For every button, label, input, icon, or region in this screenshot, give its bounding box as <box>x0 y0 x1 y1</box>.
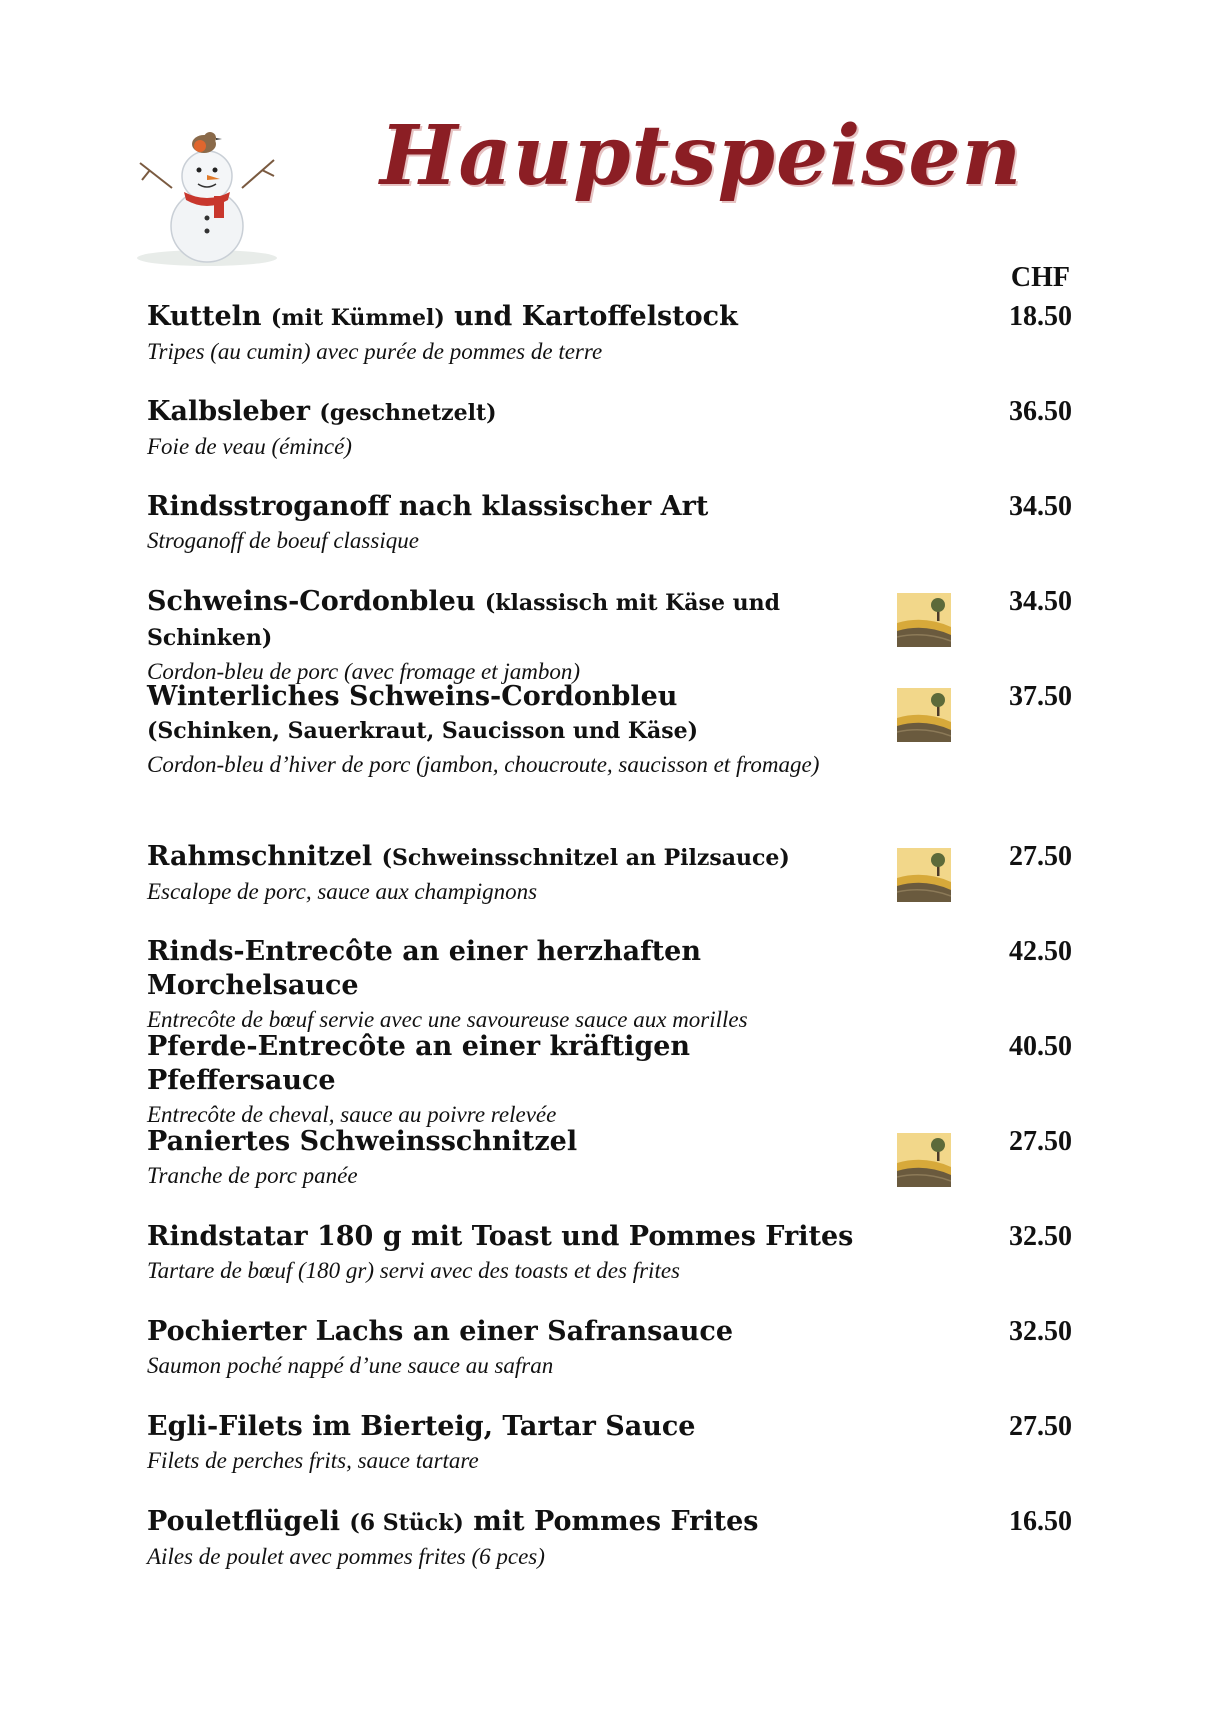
dish-price: 27.50 <box>1009 841 1072 872</box>
dish-name-french: Cordon-bleu d’hiver de porc (jambon, choucroute, saucisson et fromage) <box>147 752 820 777</box>
dish-name: Rinds-Entrecôte an einer herzhaften Morchelsauce <box>147 936 701 1001</box>
farm-origin-icon <box>897 848 951 902</box>
dish-detail: (Schinken, Sauerkraut, Saucisson und Käse) <box>147 718 699 744</box>
dish-name-french: Ailes de poulet avec pommes frites (6 pces) <box>147 1544 545 1569</box>
dish-name: Schweins-Cordonbleu (klassisch mit Käse und Schinken) <box>147 586 780 651</box>
dish-price: 40.50 <box>1009 1031 1072 1062</box>
dish-name-french: Saumon poché nappé d’une sauce au safran <box>147 1353 554 1378</box>
dish-name-french: Foie de veau (émincé) <box>147 434 352 459</box>
dish-name: Pouletflügeli (6 Stück) mit Pommes Frites <box>147 1506 759 1537</box>
dish-price: 16.50 <box>1009 1506 1072 1537</box>
dish-price: 42.50 <box>1009 936 1072 967</box>
dish-price: 27.50 <box>1009 1411 1072 1442</box>
menu-item <box>147 1315 1072 1382</box>
dish-note: (Schweinsschnitzel an Pilzsauce) <box>381 845 790 871</box>
menu-item <box>147 680 1072 781</box>
dish-note: (klassisch mit Käse und Schinken) <box>147 590 780 651</box>
dish-note: (geschnetzelt) <box>319 400 497 426</box>
menu-item <box>147 395 1072 463</box>
dish-name: Kalbsleber (geschnetzelt) <box>147 396 497 427</box>
dish-name: Pochierter Lachs an einer Safransauce <box>147 1316 734 1347</box>
dish-note: (mit Kümmel) <box>270 305 445 331</box>
dish-name: Rindsstroganoff nach klassischer Art <box>147 491 709 522</box>
dish-price: 32.50 <box>1009 1221 1072 1252</box>
dish-price: 32.50 <box>1009 1316 1072 1347</box>
dish-name-french: Entrecôte de bœuf servie avec une savoureuse sauce aux morilles <box>147 1007 748 1032</box>
snowman-illustration <box>132 118 282 268</box>
menu-item <box>147 1505 1072 1573</box>
menu-item <box>147 1125 1072 1192</box>
dish-name: Kutteln (mit Kümmel) und Kartoffelstock <box>147 301 738 332</box>
dish-price: 27.50 <box>1009 1126 1072 1157</box>
menu-item <box>147 1030 1072 1131</box>
dish-name-french: Filets de perches frits, sauce tartare <box>147 1448 479 1473</box>
dish-price: 34.50 <box>1009 586 1072 617</box>
menu-item <box>147 935 1072 1036</box>
dish-name: Rindstatar 180 g mit Toast und Pommes Frites <box>147 1221 854 1252</box>
dish-note: (6 Stück) <box>349 1510 464 1536</box>
farm-origin-icon <box>897 593 951 647</box>
menu-item <box>147 840 1072 908</box>
dish-name: Egli-Filets im Bierteig, Tartar Sauce <box>147 1411 696 1442</box>
dish-name: Winterliches Schweins-Cordonbleu <box>147 681 678 712</box>
dish-price: 34.50 <box>1009 491 1072 522</box>
menu-item <box>147 490 1072 557</box>
farm-origin-icon <box>897 1133 951 1187</box>
dish-name-french: Escalope de porc, sauce aux champignons <box>147 879 538 904</box>
dish-name-french: Tripes (au cumin) avec purée de pommes de terre <box>147 339 603 364</box>
farm-origin-icon <box>897 688 951 742</box>
menu-item <box>147 300 1072 368</box>
dish-name: Rahmschnitzel (Schweinsschnitzel an Pilzsauce) <box>147 841 790 872</box>
menu-item <box>147 1410 1072 1477</box>
dish-price: 36.50 <box>1009 396 1072 427</box>
dish-name-french: Cordon-bleu de porc (avec fromage et jambon) <box>147 659 581 684</box>
dish-name: Pferde-Entrecôte an einer kräftigen Pfeffersauce <box>147 1031 691 1096</box>
dish-name-french: Tartare de bœuf (180 gr) servi avec des toasts et des frites <box>147 1258 680 1283</box>
currency-label: CHF <box>1010 262 1070 293</box>
page-title: Hauptspeisen <box>380 108 1023 204</box>
dish-name-french: Stroganoff de boeuf classique <box>147 528 419 553</box>
menu-item <box>147 1220 1072 1287</box>
dish-name-french: Tranche de porc panée <box>147 1163 358 1188</box>
dish-price: 18.50 <box>1009 301 1072 332</box>
dish-price: 37.50 <box>1009 681 1072 712</box>
menu-item <box>147 585 1072 688</box>
dish-name: Paniertes Schweinsschnitzel <box>147 1126 578 1157</box>
dish-name-french: Entrecôte de cheval, sauce au poivre relevée <box>147 1102 557 1127</box>
